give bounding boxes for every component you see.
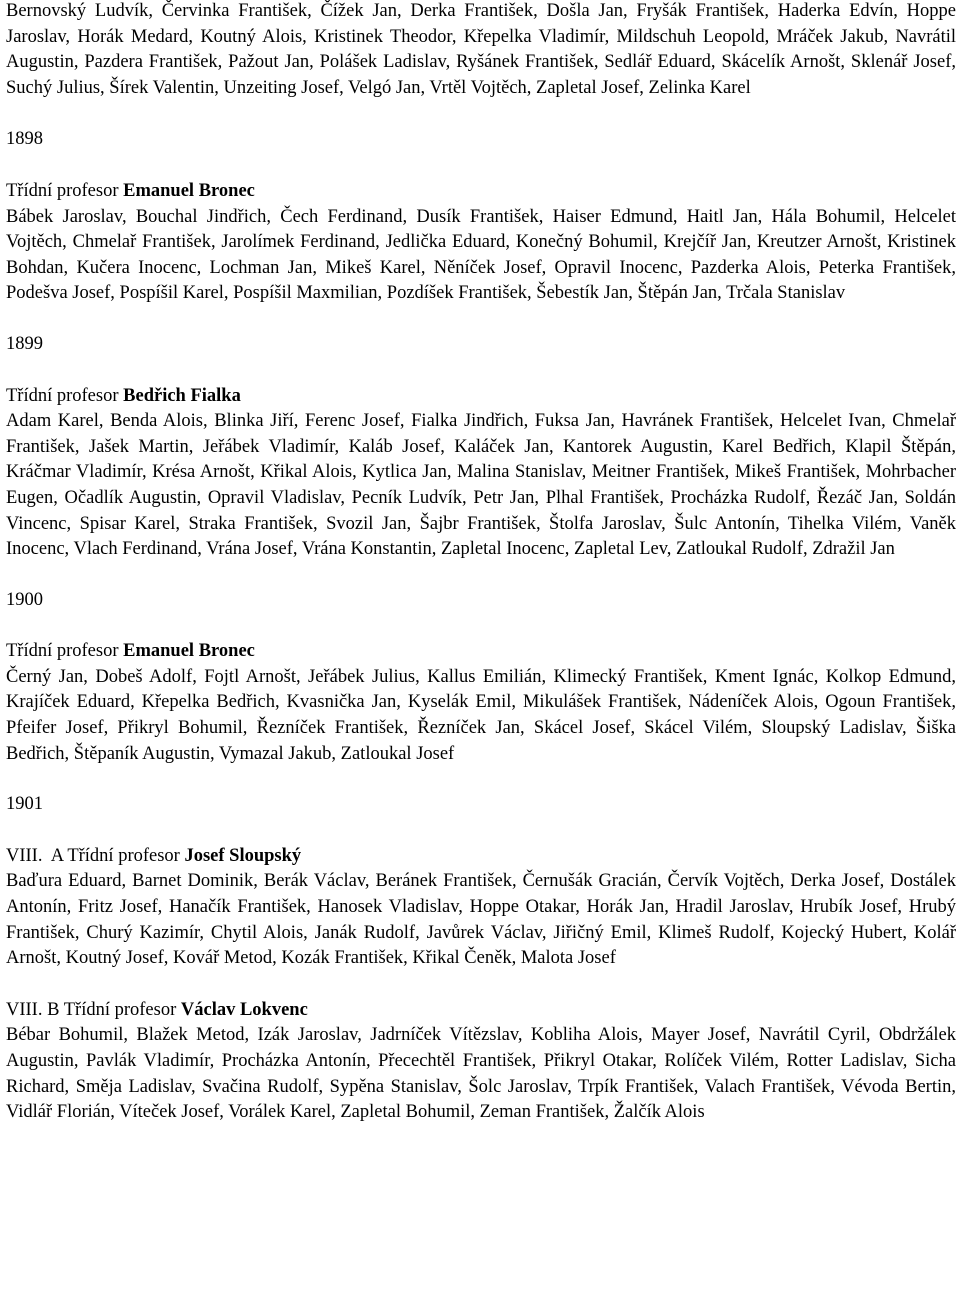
year-heading-1899: 1899 xyxy=(6,333,43,354)
class-teacher-label: Třídní profesor xyxy=(6,385,124,406)
student-list-1901-a: Baďura Eduard, Barnet Dominik, Berák Václav, Beránek František, Černušák Gracián, Červík Vojtěch, Derka Josef, Dostálek Antonín, Fritz Josef, Hanačík František, Hanosek Vladislav, Hoppe Otakar, Horák Jan, Hradil Jaroslav, Hrubík Josef, Hrubý František, Churý Kazimír, Chytil Alois, Janák Rudolf, Javůrek Václav, Jiřičný Emil, Klimeš Rudolf, Kojecký Hubert, Kolář Arnošt, Koutný Josef, Kovář Metod, Kozák František, Křikal Čeněk, Malota Josef xyxy=(6,871,956,969)
class-teacher-name: Josef Sloupský xyxy=(184,845,302,866)
student-list-1899: Adam Karel, Benda Alois, Blinka Jiří, Ferenc Josef, Fialka Jindřich, Fuksa Jan, Havránek František, Helcelet Ivan, Chmelař František, Jašek Martin, Jeřábek Vladimír, Kaláb Josef, Kaláček Jan, Kantorek Augustin, Karel Bedřich, Klapil Štěpán, Kráčmar Vladimír, Krésa Arnošt, Křikal Alois, Kytlica Jan, Malina Stanislav, Meitner František, Mikeš František, Mohrbacher Eugen, Očadlík Augustin, Opravil Vladislav, Pecník Ludvík, Petr Jan, Plhal František, Procházka Rudolf, Řezáč Jan, Soldán Vincenc, Spisar Karel, Straka František, Svozil Jan, Šajbr František, Štolfa Jaroslav, Šulc Antonín, Tihelka Vilém, Vaněk Inocenc, Vlach Ferdinand, Vrána Josef, Vrána Konstantin, Zapletal Inocenc, Zapletal Lev, Zatloukal Rudolf, Zdražil Jan xyxy=(6,411,956,560)
class-designation: VIII. A xyxy=(6,845,68,866)
class-teacher-name: Bedřich Fialka xyxy=(123,385,241,406)
class-teacher-name: Václav Lokvenc xyxy=(180,999,308,1020)
class-teacher-label: Třídní profesor xyxy=(63,999,181,1020)
student-list-1901-b: Bébar Bohumil, Blažek Metod, Izák Jaroslav, Jadrníček Vítězslav, Kobliha Alois, Mayer Josef, Navrátil Cyril, Obdržálek Augustin, Pavlák Vladimír, Procházka Antonín, Přecechtěl František, Přikryl Otakar, Rolíček Vilém, Rotter Ladislav, Sicha Richard, Směja Ladislav, Svačina Rudolf, Sypěna Stanislav, Šolc Jaroslav, Trpík František, Valach František, Vévoda Bertin, Vidlář Florián, Víteček Josef, Vorálek Karel, Zapletal Bohumil, Zeman František, Žalčík Alois xyxy=(6,1025,956,1123)
student-list-1898: Bábek Jaroslav, Bouchal Jindřich, Čech Ferdinand, Dusík František, Haiser Edmund, Haitl Jan, Hála Bohumil, Helcelet Vojtěch, Chmelař František, Jarolímek Ferdinand, Jedlička Eduard, Konečný Bohumil, Krejčíř Jan, Kreutzer Arnošt, Kristinek Bohdan, Kučera Inocenc, Lochman Jan, Mikeš Karel, Něníček Josef, Opravil Inocenc, Pazderka Alois, Peterka František, Podešva Josef, Pospíšil Karel, Pospíšil Maxmilian, Pozdíšek František, Šebestík Jan, Štěpán Jan, Trčala Stanislav xyxy=(6,206,956,304)
class-teacher-label: Třídní profesor xyxy=(67,845,185,866)
class-teacher-line-1899 xyxy=(6,384,956,410)
year-heading-1898: 1898 xyxy=(6,129,43,150)
student-list-continued: Bernovský Ludvík, Červinka František, Čížek Jan, Derka František, Došla Jan, Fryšák František, Haderka Edvín, Hoppe Jaroslav, Horák Medard, Koutný Alois, Kristinek Theodor, Křepelka Vladimír, Mildschuh Leopold, Mráček Jakub, Navrátil Augustin, Pazdera František, Pažout Jan, Polášek Ladislav, Ryšánek František, Sedlář Eduard, Skácelík Arnošt, Sklenář Josef, Suchý Julius, Šírek Valentin, Unzeiting Josef, Velgó Jan, Vrtěl Vojtěch, Zapletal Josef, Zelinka Karel xyxy=(6,1,956,98)
class-teacher-label: Třídní profesor xyxy=(6,180,124,201)
class-teacher-line-1898 xyxy=(6,179,956,205)
class-teacher-label: Třídní profesor xyxy=(6,641,124,662)
year-heading-1901: 1901 xyxy=(6,794,43,815)
class-teacher-line-1900 xyxy=(6,639,956,665)
class-teacher-line-1901-b xyxy=(6,998,956,1024)
class-teacher-line-1901-a xyxy=(6,844,956,870)
class-designation: VIII. B xyxy=(6,999,64,1020)
year-heading-1900: 1900 xyxy=(6,589,43,610)
student-list-1900: Černý Jan, Dobeš Adolf, Fojtl Arnošt, Jeřábek Julius, Kallus Emilián, Klimecký František, Kment Ignác, Kolkop Edmund, Krajíček Eduard, Křepelka Bedřich, Kvasnička Jan, Kyselák Emil, Mikulášek František, Nádeníček Alois, Ogoun František, Pfeifer Josef, Přikryl Bohumil, Řezníček František, Řezníček Jan, Skácel Josef, Skácel Vilém, Sloupský Ladislav, Šiška Bedřich, Štěpaník Augustin, Vymazal Jakub, Zatloukal Josef xyxy=(6,666,956,764)
class-teacher-name: Emanuel Bronec xyxy=(123,641,255,662)
class-teacher-name: Emanuel Bronec xyxy=(123,180,255,201)
